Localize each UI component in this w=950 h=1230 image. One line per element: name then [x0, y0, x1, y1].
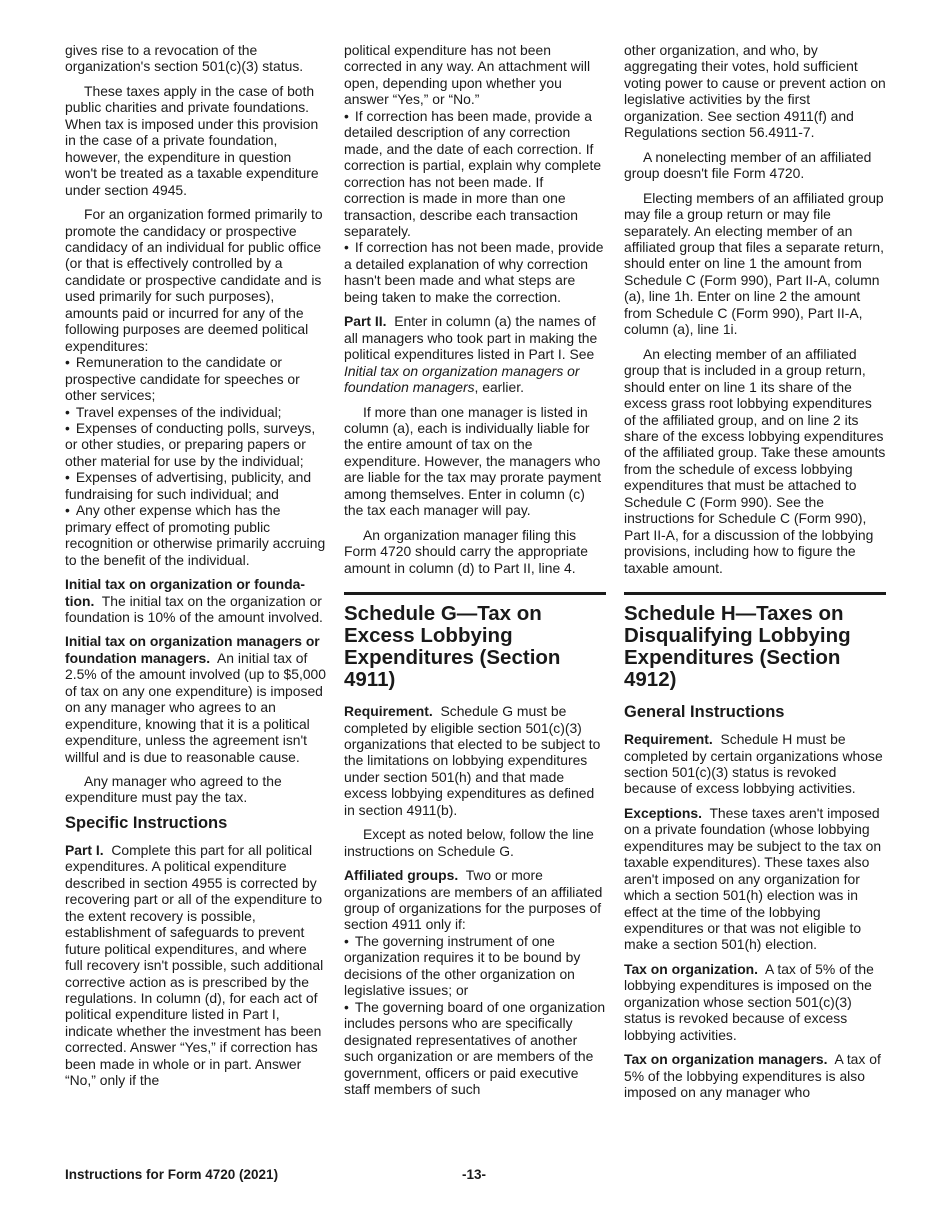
paragraph: These taxes apply in the case of both public charities and private foundations. When tax is imposed under this provision in the case of a private foundation, however, the expenditure in question won't be treated as a taxable expenditure under section 4945. [65, 82, 319, 198]
part-1-paragraph [65, 842, 327, 1089]
paragraph: Electing members of an affiliated group may file a group return or may file separately. An electing member of an affiliated group that files a separate return, should enter on line 1 the amount from Schedule C (Form 990), Part II-A, column (a), line 1h. Enter on line 2 the amount from Schedule C (Form 990), Part II-A, column (a), line 1i. [624, 189, 884, 338]
run-in-heading: Affiliated groups. [344, 867, 459, 884]
part-2-paragraph [344, 313, 606, 395]
paragraph: An organization manager filing this Form 4720 should carry the appropriate amount in column (d) to Part II, line 4. [344, 526, 588, 576]
requirement-paragraph [344, 703, 606, 818]
affiliated-groups-paragraph [344, 867, 606, 933]
paragraph-text: A tax of 5% of the lobbying expenditures is also imposed on any manager who [624, 1051, 881, 1101]
column-middle [344, 42, 606, 1097]
bullet-item: • Travel expenses of the individual; [65, 404, 327, 420]
run-in-heading: Tax on organization managers. [624, 1051, 828, 1068]
paragraph: An electing member of an affiliated group that is included in a group return, should enter on line 1 its share of the excess grass root lobbying expenditures of the affiliated group, and on line 2 its share of the excess lobbying expenditures of the affiliated group. Take these amounts from the schedule of excess lobbying expenditures that must be attached to Schedule C (Form 990). See the instructions for Schedule C (Form 990), Part II-A, for a discussion of the lobbying provisions, including how to figure the taxable amount. [624, 345, 886, 576]
bullet-item: • Any other expense which has the primary effect of promoting public recognition or otherwise primarily accruing to the benefit of the individual. [65, 502, 327, 568]
bullet-item: • If correction has been made, provide a detailed description of any correction made, and the date of each correction. If correction is partial, explain why complete correction has not been made. If correction is made in more than one transaction, describe each transaction separately. [344, 108, 606, 240]
tax-on-organization-paragraph [624, 961, 886, 1043]
run-in-heading: Part I. [65, 841, 104, 858]
exceptions-paragraph [624, 805, 886, 953]
cross-reference: Initial tax on organization managers or foundation managers [344, 362, 580, 396]
paragraph: If more than one manager is listed in column (a), each is individually liable for the entire amount of tax on the expenditure. However, the managers who are liable for the tax may prorate payment among themselves. Enter in column (c) the tax each manager will pay. [344, 403, 602, 519]
column-left [65, 42, 327, 1097]
run-in-heading: Requirement. [624, 731, 713, 748]
requirement-paragraph [624, 731, 886, 797]
paragraph: Any manager who agreed to the expenditure must pay the tax. [65, 773, 282, 806]
schedule-h-title: Schedule H—Taxes on Disqualifying Lobbying Expenditures (Section 4912) [624, 592, 886, 691]
paragraph-text: An initial tax of 2.5% of the amount involved (up to $5,000 of tax on any one expenditure) is imposed on any manager who agrees to an expenditure, knowing that it is a political expenditure, unless the agreement isn't willful and is due to reasonable cause. [65, 649, 327, 765]
schedule-g-title: Schedule G—Tax on Excess Lobbying Expenditures (Section 4911) [344, 592, 606, 691]
initial-tax-org-paragraph [65, 576, 327, 625]
bullet-item: • The governing instrument of one organization requires it to be bound by decisions of the other organization on legislative issues; or [344, 933, 606, 999]
paragraph: A nonelecting member of an affiliated group doesn't file Form 4720. [624, 148, 872, 182]
column-right [624, 42, 886, 1109]
paragraph-text: The initial tax on the organization or foundation is 10% of the amount involved. [65, 592, 323, 625]
run-in-heading: Initial tax on organization managers or foundation managers. [65, 633, 320, 666]
general-instructions-heading: General Instructions [624, 703, 785, 722]
paragraph: For an organization formed primarily to promote the candidacy or prospective candidacy of an individual for public office (or that is effectively controlled by a candidate or prospective candidate and is used primarily for such purposes), amounts paid or incurred for any of the following purposes are deemed political expenditures: [65, 206, 323, 354]
page-number: -13- [462, 1167, 487, 1182]
paragraph-text: Schedule H must be completed by certain organizations whose section 501(c)(3) status is revoked because of excess lobbying activities. [624, 731, 883, 797]
paragraph-text: These taxes aren't imposed on a private foundation (whose lobbying expenditures may be subject to the tax on taxable expenditures). These taxes also aren't imposed on any organization for which a section 501(h) election was in effect at the time of the lobbying expenditures or that was not eligible to make a section 501(h) election. [624, 804, 882, 953]
bullet-item: • If correction has not been made, provide a detailed explanation of why correction hasn't been made and what steps are being taken to make the correction. [344, 239, 606, 305]
initial-tax-managers-paragraph [65, 633, 327, 765]
paragraph-text: Enter in column (a) the names of all managers who took part in making the political expenditures listed in Part I. See [344, 313, 598, 363]
run-in-heading: Part II. [344, 313, 387, 330]
bullet-item: • The governing board of one organization includes persons who are specifically designated representatives of another such organization or are members of the government, officers or paid executive staff members of such [344, 999, 606, 1098]
paragraph: other organization, and who, by aggregating their votes, hold sufficient voting power to cause or prevent action on legislative activities by the first organization. See section 4911(f) and Regulations section 56.4911-7. [624, 42, 886, 141]
bullet-item: • Expenses of conducting polls, surveys, or other studies, or preparing papers or other material for use by the individual; [65, 420, 327, 469]
specific-instructions-heading: Specific Instructions [65, 813, 228, 832]
paragraph-text: , earlier. [474, 379, 524, 396]
paragraph-text: Two or more organizations are members of an affiliated group of organizations for the purposes of section 4911 only if: [344, 867, 603, 933]
run-in-heading: Initial tax on organization or founda-tion. [65, 576, 305, 609]
bullet-item: • Expenses of advertising, publicity, and fundraising for such individual; and [65, 469, 327, 502]
paragraph: political expenditure has not been corrected in any way. An attachment will open, depending upon whether you answer “Yes,” or “No.” [344, 42, 591, 108]
bullet-item: • Remuneration to the candidate or prospective candidate for speeches or other services; [65, 354, 327, 403]
paragraph-text: A tax of 5% of the lobbying expenditures is imposed on the organization whose section 501(c)(3) status is revoked because of excess lobbying activities. [624, 960, 874, 1043]
run-in-heading: Tax on organization. [624, 960, 759, 977]
paragraph-text: Schedule G must be completed by eligible section 501(c)(3) organizations that elected to be subject to the limitations on lobbying expenditures under section 501(h) and that made excess lobbying expenditures as defined in section 4911(b). [344, 703, 601, 818]
paragraph: Except as noted below, follow the line instructions on Schedule G. [344, 826, 594, 859]
run-in-heading: Exceptions. [624, 804, 702, 821]
footer-form-title: Instructions for Form 4720 (2021) [65, 1167, 279, 1182]
paragraph-text: Complete this part for all political expenditures. A political expenditure described in section 4955 is corrected by recovering part or all of the expenditure to the extent recovery is possible, establishment of safeguards to prevent future political expenditures, and where full recovery isn't possible, such additional corrective action as is prescribed by the regulations. In column (d), for each act of political expenditure listed in Part I, indicate whether the investment has been corrected. Answer “Yes,” if correction has been made in whole or in part. Answer “No,” only if the [65, 841, 324, 1089]
run-in-heading: Requirement. [344, 703, 433, 720]
paragraph: gives rise to a revocation of the organization's section 501(c)(3) status. [65, 42, 304, 75]
tax-on-managers-paragraph [624, 1051, 886, 1100]
